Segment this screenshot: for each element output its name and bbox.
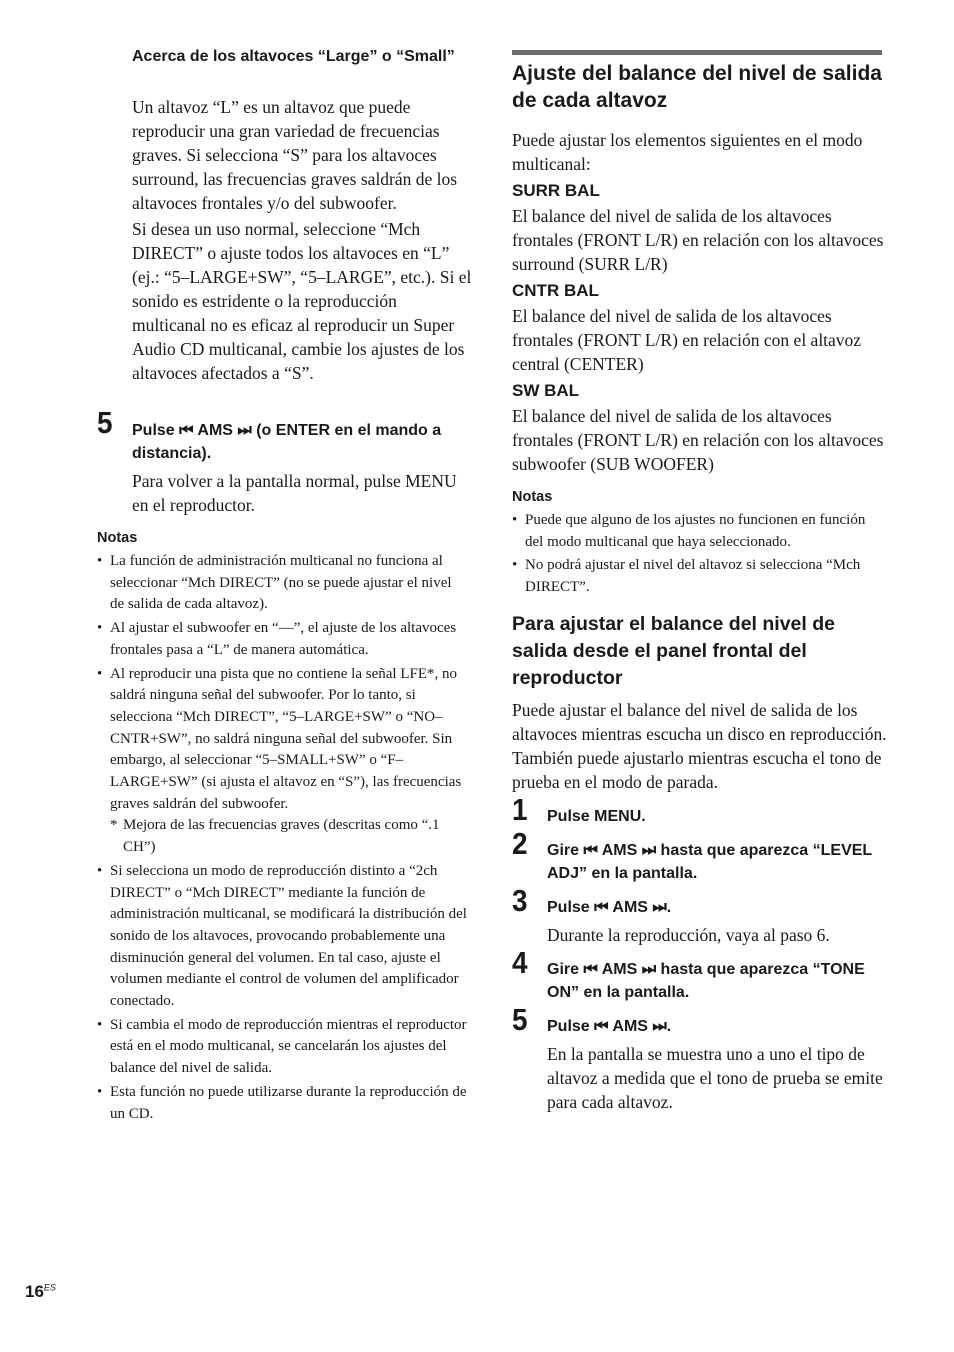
step-number: 4 [512, 945, 528, 980]
sw-bal-label: SW BAL [512, 381, 580, 400]
footnote [110, 815, 469, 858]
page-number [25, 1282, 56, 1302]
step-number: 5 [97, 405, 113, 440]
step-description: Durante la reproducción, vaya al paso 6. [547, 925, 830, 945]
cntr-bal-description: El balance del nivel de salida de los altavoces frontales (FRONT L/R) en relación con el altavoz central (CENTER) [512, 306, 862, 374]
section-rule [512, 50, 882, 55]
surr-bal-description: El balance del nivel de salida de los altavoces frontales (FRONT L/R) en relación con los altavoces surround (SURR L/R) [512, 206, 884, 274]
list-item: • No podrá ajustar el nivel del altavoz si selecciona “Mch DIRECT”. [512, 555, 887, 598]
cntr-bal-label: CNTR BAL [512, 281, 599, 300]
step-number: 5 [512, 1002, 528, 1037]
subsection-title: Para ajustar el balance del nivel de salida desde el panel frontal del reproductor [512, 613, 835, 689]
step-instruction: Gire ⏮ AMS ⏭ hasta que aparezca “TONE ON” en la pantalla. [547, 961, 865, 1001]
page-language-suffix: ES [43, 1282, 56, 1293]
page-number-value: 16 [25, 1282, 44, 1301]
list-item: • Al ajustar el subwoofer en “—”, el ajuste de los altavoces frontales pasa a “L” de manera automática. [97, 618, 469, 661]
section-title: Ajuste del balance del nivel de salida de cada altavoz [512, 62, 882, 112]
step-instruction: Pulse MENU. [547, 808, 646, 825]
step-instruction: Pulse ⏮ AMS ⏭ (o ENTER en el mando a distancia). [132, 422, 442, 462]
step-number: 2 [512, 826, 528, 861]
sw-bal-description: El balance del nivel de salida de los altavoces frontales (FRONT L/R) en relación con los altavoces subwoofer (SUB WOOFER) [512, 406, 884, 474]
list-item: • Si cambia el modo de reproducción mientras el reproductor está en el modo multicanal, se cancelarán los ajustes del balance del nivel de salida. [97, 1015, 469, 1080]
footnote-text: Mejora de las frecuencias graves (descritas como “.1 CH”) [123, 817, 440, 856]
list-item [97, 664, 469, 859]
notes-list [512, 510, 887, 601]
list-item: • La función de administración multicanal no funciona al seleccionar “Mch DIRECT” (no se puede ajustar el nivel de salida de cada altavoz). [97, 551, 469, 616]
step-instruction: Pulse ⏮ AMS ⏭. [547, 1018, 672, 1035]
about-speakers-paragraph-2: Si desea un uso normal, seleccione “Mch DIRECT” o ajuste todos los altavoces en “L” (ej.: “5–LARGE+SW”, “5–LARGE”, etc.). Si el sonido es estridente o la reproducción multicanal no es eficaz al reproducir un Super Audio CD multicanal, cambie los ajustes de los altavoces afectados a “S”. [132, 219, 472, 383]
section-intro: Puede ajustar los elementos siguientes en el modo multicanal: [512, 130, 863, 174]
subsection-intro: Puede ajustar el balance del nivel de salida de los altavoces mientras escucha un disco en reproducción. También puede ajustarlo mientras escucha el tono de prueba en el modo de parada. [512, 700, 887, 792]
notes-heading: Notas [97, 530, 138, 546]
notes-list [97, 551, 469, 1127]
note-text: Al reproducir una pista que no contiene la señal LFE*, no saldrá ninguna señal del subwoofer. Por lo tanto, si selecciona “Mch DIRECT”, “5–LARGE+SW” o “NO–CNTR+SW”, no saldrá ninguna señal del subwoofer. Sin embargo, al seleccionar “5–SMALL+SW” o “F–LARGE+SW” (si ajusta el altavoz en “S”), las frecuencias graves saldrán del subwoofer. [110, 665, 462, 812]
surr-bal-label: SURR BAL [512, 181, 600, 200]
notes-heading: Notas [512, 489, 553, 505]
step-number: 3 [512, 883, 528, 918]
step-description: Para volver a la pantalla normal, pulse MENU en el reproductor. [132, 471, 457, 515]
step-instruction: Pulse ⏮ AMS ⏭. [547, 899, 672, 916]
about-speakers-paragraph-1: Un altavoz “L” es un altavoz que puede reproducir una gran variedad de frecuencias graves. Si selecciona “S” para los altavoces surround, las frecuencias graves saldrán de los altavoces frontales y/o del subwoofer. [132, 97, 458, 213]
step-description: En la pantalla se muestra uno a uno el tipo de altavoz a medida que el tono de prueba se emite para cada altavoz. [547, 1044, 883, 1112]
footnote-mark: * [110, 817, 118, 834]
list-item: • Si selecciona un modo de reproducción distinto a “2ch DIRECT” o “Mch DIRECT” mediante la función de administración multicanal, se modificará la distribución del sonido de los altavoces, provocando probablemente una disminución general del volumen. En tal caso, ajuste el volumen mediante el control de volumen del amplificador conectado. [97, 861, 469, 1013]
list-item: • Puede que alguno de los ajustes no funcionen en función del modo multicanal que haya seleccionado. [512, 510, 887, 553]
step-number: 1 [512, 792, 528, 827]
list-item: • Esta función no puede utilizarse durante la reproducción de un CD. [97, 1082, 469, 1125]
about-speakers-heading: Acerca de los altavoces “Large” o “Small” [132, 48, 455, 65]
step-instruction: Gire ⏮ AMS ⏭ hasta que aparezca “LEVEL ADJ” en la pantalla. [547, 842, 872, 882]
